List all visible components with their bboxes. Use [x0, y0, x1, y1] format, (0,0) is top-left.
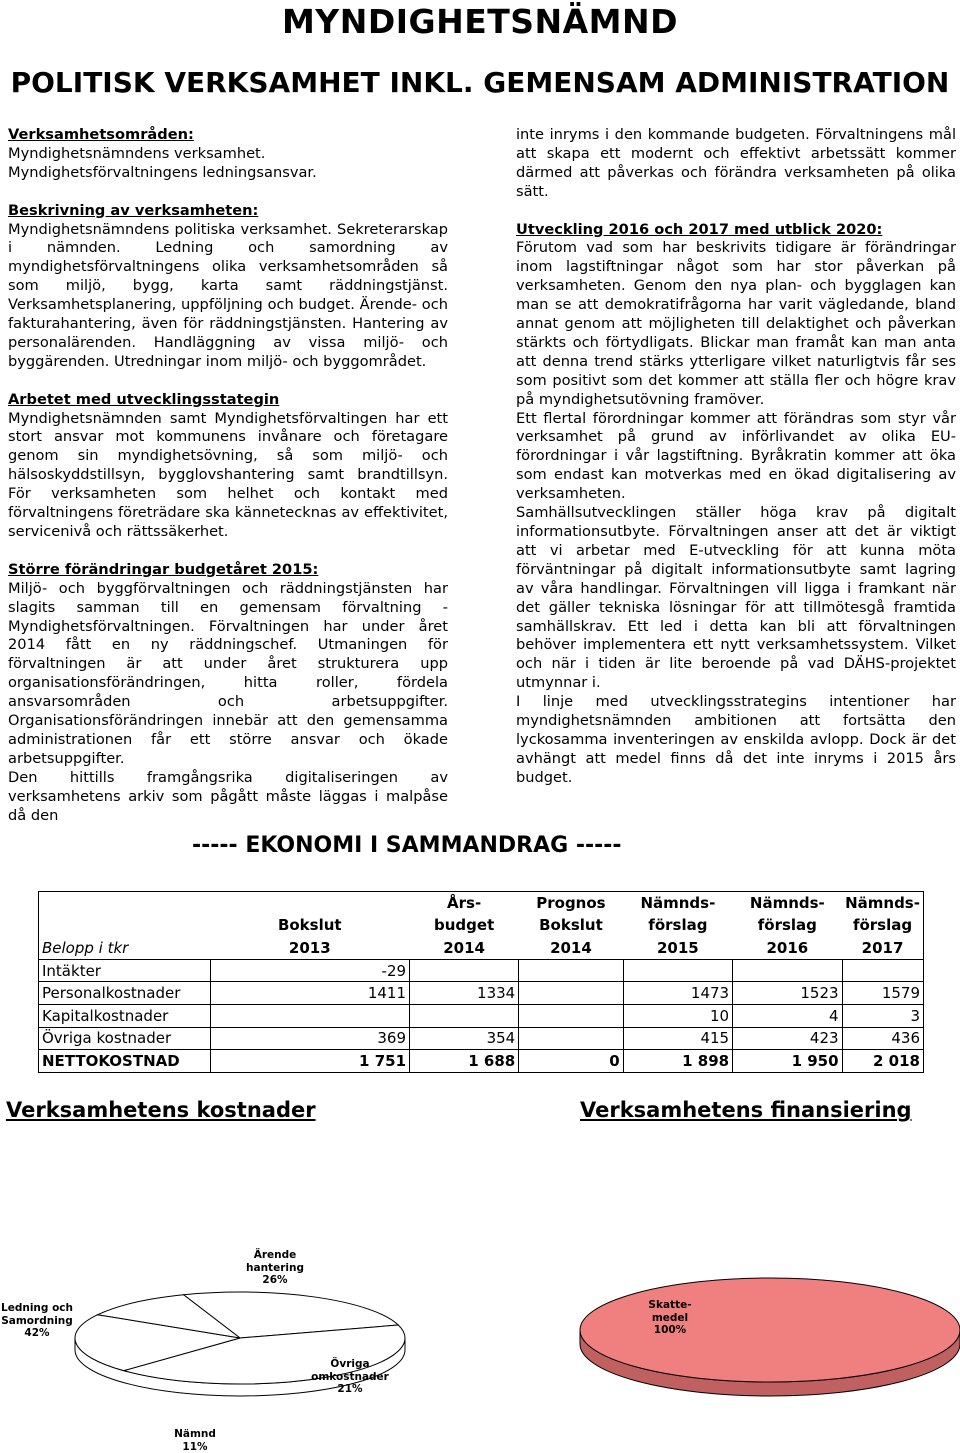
- table-cell: 436: [842, 1027, 923, 1050]
- table-cell: 354: [410, 1027, 519, 1050]
- table-cell: [410, 1004, 519, 1027]
- row-header-label: Belopp i tkr: [39, 937, 211, 960]
- column-header: 2014: [519, 937, 623, 960]
- right-text-column: [516, 126, 956, 788]
- table-cell: 1334: [410, 982, 519, 1005]
- column-header: 2014: [410, 937, 519, 960]
- pie-label-line: medel: [651, 1311, 689, 1324]
- table-row: [39, 1004, 924, 1027]
- column-header: [210, 892, 410, 915]
- column-header: 2013: [210, 937, 410, 960]
- table-cell: 423: [733, 1027, 842, 1050]
- column-header: förslag: [733, 914, 842, 937]
- table-cell: 369: [210, 1027, 410, 1050]
- economy-table: [38, 891, 924, 1073]
- table-cell: 1473: [623, 982, 732, 1005]
- paragraph: Samhällsutvecklingen ställer höga krav på digitalt informationsutbyte. Förvaltningen anser att det är viktigt att vi arbetar med E-utveckling för att kunna möta förväntningar på digitalt informationsutbyte samt lagring av våra handlingar. Förvaltningen vill ligga i framkant när det gäller tekniska lösningar för att tillmötesgå framtida samhällskrav. Ett led i detta kan bli att förvaltningen behöver implementera ett nytt verksamhetssystem. Vilket och när i tiden är lite beroende på vad DÄHS-projektet utmynnar i.: [516, 504, 956, 692]
- table-cell: [519, 1027, 623, 1050]
- pie-label-line: omkostnader: [311, 1370, 389, 1383]
- column-header: 2016: [733, 937, 842, 960]
- section-heading: Beskrivning av verksamheten:: [8, 201, 259, 219]
- cost-chart-title: Verksamhetens kostnader: [6, 1098, 316, 1122]
- section-heading: Arbetet med utvecklingsstategin: [8, 390, 280, 408]
- table-row: [39, 982, 924, 1005]
- section-heading: Verksamhetsområden:: [8, 126, 194, 143]
- table-cell: -29: [210, 959, 410, 982]
- pie-label-line: Ledning och: [1, 1302, 73, 1314]
- table-cell: [410, 959, 519, 982]
- paragraph: Förutom vad som har beskrivits tidigare är förändringar inom lagstiftningar något som har stor påverkan på verksamheten. Genom den nya plan- och bygglagen kan man se att demokratifrågorna har varit vägledande, bland annat genom att möjligheten till delaktighet och påverkan stärkts och förtydligats. Blickar man framåt kan man anta att denna trend stärks ytterligare vilket naturligtvis får ses som positivt som det kommer att ställa fler och högre krav på myndighetsutövning framöver.: [516, 239, 956, 408]
- pie-data-label: [310, 1358, 390, 1396]
- table-cell: 10: [623, 1004, 732, 1027]
- column-header: Nämnds-: [623, 892, 732, 915]
- table-cell: 1411: [210, 982, 410, 1005]
- row-label: Övriga kostnader: [39, 1027, 211, 1050]
- page-title: MYNDIGHETSNÄMND: [281, 2, 679, 41]
- financing-chart-title: Verksamhetens finansiering: [580, 1098, 912, 1122]
- pie-label-line: Ärende: [253, 1249, 297, 1261]
- table-cell: 2 018: [842, 1050, 923, 1073]
- table-row: [39, 1027, 924, 1050]
- table-cell: 1 751: [210, 1050, 410, 1073]
- table-cell: 1579: [842, 982, 923, 1005]
- column-header: förslag: [842, 914, 923, 937]
- paragraph: Myndighetsnämnden samt Myndighetsförvaltingen har ett stort ansvar mot kommunens invånare och företagare genom sin myndighetsövning, så som miljö- och hälsoskyddstillsyn, bygglovshantering samt brandtillsyn. För verksamheten som helhet och kontakt med förvaltningens företrädare ska kännetecknas av effektivitet, servicenivå och rättssäkerhet.: [8, 409, 448, 540]
- paragraph: inte inryms i den kommande budgeten. Förvaltningens mål att skapa ett modernt och effektivt arbetssätt kommer därmed att påverkas och förändra verksamheten på olika sätt.: [516, 126, 956, 200]
- table-cell: 4: [733, 1004, 842, 1027]
- paragraph: Ett flertal förordningar kommer att förändras som styr vår verksamhet på grund av införlivandet av olika EU-förordningar i vår lagstiftning. Byråkratin kommer att öka som endast kan motverkas med en ökad digitalisering av verksamheten.: [516, 409, 956, 503]
- row-label: Personalkostnader: [39, 982, 211, 1005]
- table-cell: 1 898: [623, 1050, 732, 1073]
- column-header: förslag: [623, 914, 732, 937]
- table-cell: 415: [623, 1027, 732, 1050]
- pie-label-line: 42%: [24, 1327, 50, 1339]
- column-header: Bokslut: [210, 914, 410, 937]
- table-row: [39, 1050, 924, 1073]
- page-subtitle: POLITISK VERKSAMHET INKL. GEMENSAM ADMINISTRATION: [10, 66, 950, 99]
- table-cell: 1 950: [733, 1050, 842, 1073]
- column-header: Bokslut: [519, 914, 623, 937]
- row-label: Kapitalkostnader: [39, 1004, 211, 1027]
- table-cell: [519, 982, 623, 1005]
- row-label: Intäkter: [39, 959, 211, 982]
- column-header: Prognos: [519, 892, 623, 915]
- paragraph: Myndighetsnämndens politiska verksamhet. Sekreterarskap i nämnden. Ledning och samordning av myndighetsförvaltningens olika verksamhetsområden så som miljö, bygg, karta samt räddningstjänst. Verksamhetsplanering, uppföljning och budget. Ärende- och fakturahantering, även för räddningstjänsten. Hantering av personalärenden. Handläggning av vissa miljö- och byggärenden. Utredningar inom miljö- och byggområdet.: [8, 220, 448, 370]
- table-cell: [842, 959, 923, 982]
- financing-pie-chart: [480, 1240, 960, 1453]
- spacer: [8, 372, 448, 391]
- pie-label-line: Skatte-: [648, 1299, 692, 1311]
- pie-label-line: 11%: [182, 1440, 208, 1453]
- pie-data-label: [630, 1299, 710, 1337]
- column-header: Nämnds-: [733, 892, 842, 915]
- paragraph: Den hittills framgångsrika digitaliseringen av verksamhetens arkiv som pågått måste läggas i malpåse då den: [8, 768, 448, 824]
- table-cell: 0: [519, 1050, 623, 1073]
- pie-data-label: [160, 1428, 230, 1453]
- table-cell: 3: [842, 1004, 923, 1027]
- pie-label-line: Samordning: [1, 1314, 73, 1327]
- paragraph: Myndighetsförvaltningens ledningsansvar.: [8, 163, 317, 181]
- column-header: Nämnds-: [842, 892, 923, 915]
- row-label: NETTOKOSTNAD: [39, 1050, 211, 1073]
- table-row: [39, 959, 924, 982]
- table-cell: [733, 959, 842, 982]
- table-cell: [210, 1004, 410, 1027]
- column-header: 2015: [623, 937, 732, 960]
- pie-label-line: 26%: [262, 1274, 288, 1286]
- table-cell: [623, 959, 732, 982]
- economy-title: ----- EKONOMI I SAMMANDRAG -----: [192, 833, 622, 858]
- header-cell: [39, 892, 211, 915]
- spacer: [8, 183, 448, 202]
- pie-data-label: [0, 1302, 74, 1340]
- pie-label-line: Övriga: [330, 1358, 370, 1370]
- spacer: [516, 202, 956, 221]
- section-heading: Utveckling 2016 och 2017 med utblick 2020:: [516, 220, 883, 238]
- table-cell: [519, 959, 623, 982]
- column-header: budget: [410, 914, 519, 937]
- paragraph: I linje med utvecklingsstrategins intentioner har myndighetsnämnden ambitionen att fortsätta den lyckosamma inventeringen av enskilda avlopp. Dock är det avhängt att medel finns då det inte inryms i 2015 års budget.: [516, 693, 956, 786]
- table-cell: [519, 1004, 623, 1027]
- pie-label-line: Nämnd: [174, 1428, 216, 1440]
- spacer: [8, 542, 448, 561]
- table-cell: 1 688: [410, 1050, 519, 1073]
- table-cell: 1523: [733, 982, 842, 1005]
- pie-label-line: 21%: [337, 1383, 363, 1395]
- pie-label-line: 100%: [653, 1324, 687, 1336]
- section-heading: Större förändringar budgetåret 2015:: [8, 560, 319, 578]
- paragraph: Myndighetsnämndens verksamhet.: [8, 144, 266, 162]
- pie-data-label: [235, 1249, 315, 1287]
- header-cell: [39, 914, 211, 937]
- column-header: 2017: [842, 937, 923, 960]
- column-header: Års-: [410, 892, 519, 915]
- pie-label-line: hantering: [246, 1261, 304, 1274]
- left-text-column: [8, 126, 448, 825]
- paragraph: Miljö- och byggförvaltningen och räddningstjänsten har slagits samman till en gemensam förvaltning - Myndighetsförvaltningen. Förvaltningen har under året 2014 fått en ny räddningschef. Utmaningen för förvaltningen är att under året strukturera upp organisationsförändringen, hitta roller, fördela ansvarsområden och arbetsuppgifter. Organisationsförändringen innebär att den gemensamma administrationen får ett större ansvar och ökade arbetsuppgifter.: [8, 579, 448, 767]
